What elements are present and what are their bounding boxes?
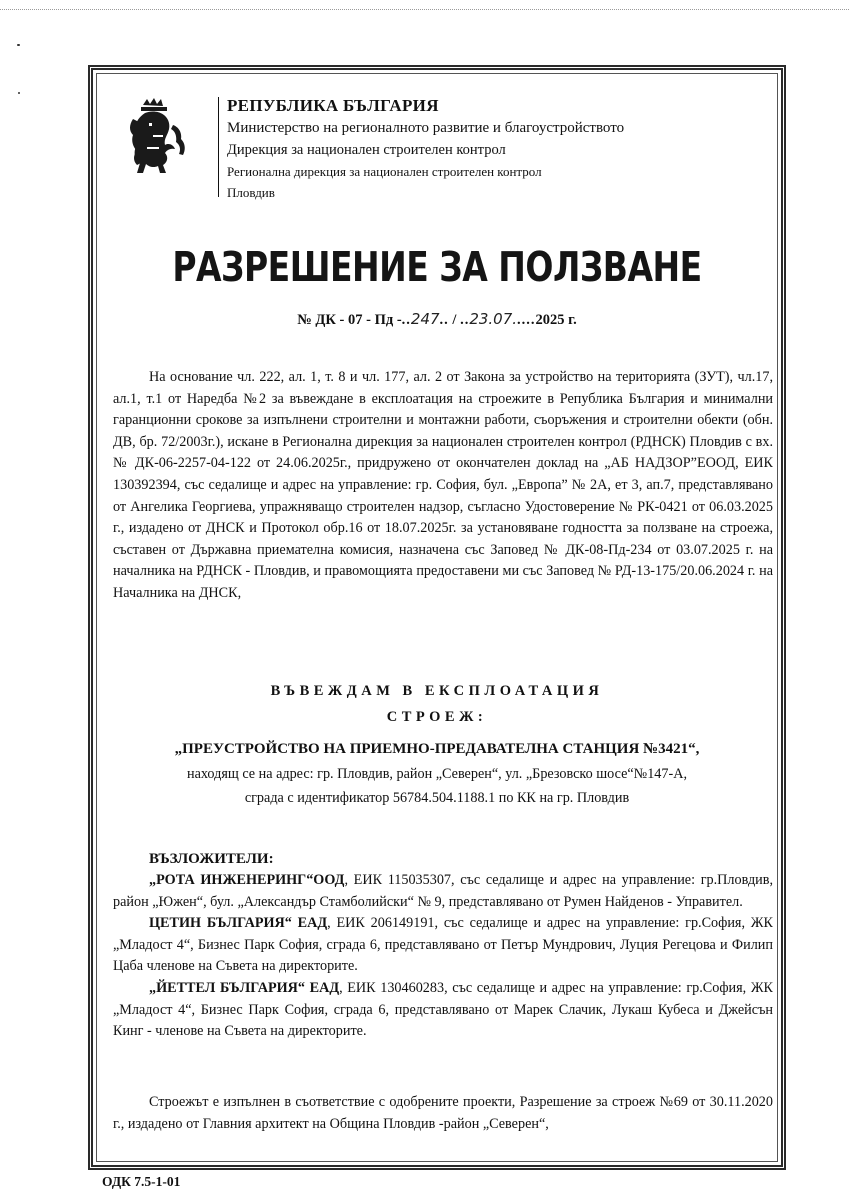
address-line-2: сграда с идентификатор 56784.504.1188.1 по КК на гр. Пловдив (244, 790, 630, 806)
letterhead-text (227, 95, 624, 203)
directorate-name: Дирекция за национален строителен контрол (227, 142, 506, 158)
assignor-item (113, 913, 773, 978)
letterhead (123, 95, 763, 215)
handwritten-number: 247 (410, 310, 440, 328)
assignor-name: „ЙЕТТЕЛ БЪЛГАРИЯ“ ЕАД (149, 979, 340, 996)
assignor-item (113, 870, 773, 913)
assignor-name: ЦЕТИН БЪЛГАРИЯ“ ЕАД (149, 915, 328, 932)
document-number: № ДК - 07 - Пд -..247.. / ..23.07.....2025 г. (297, 310, 577, 328)
form-code: ОДК 7.5-1-01 (102, 1174, 181, 1189)
letterhead-divider (218, 97, 219, 197)
assignor-details: , ЕИК 115035307, със седалище и адрес на управление: гр.Пловдив, район „Южен“, бул. „Александър Стамболийски“ № 9, представлявано от Румен Найденов - Управител. (113, 872, 773, 910)
doc-number-suffix: 2025 г. (535, 312, 577, 328)
doc-number-separator: / (448, 312, 461, 328)
assignor-name: „РОТА ИНЖЕНЕРИНГ“ООД (149, 872, 345, 888)
assignors-list (113, 870, 773, 1043)
closing-paragraph-block (113, 1092, 773, 1135)
ministry-name: Министерство на регионалното развитие и благоустройството (227, 120, 625, 136)
assignor-details: , ЕИК 130460283, със седалище и адрес на управление: гр.София, ЖК „Младост 4“, Бизнес Парк София, сграда 6, представлявано от Марек Слачик, Лукаш Кубеса и Джейсън Кинг - членове на Съвета на директорите. (113, 979, 773, 1040)
construction-name: „ПРЕУСТРОЙСТВО НА ПРИЕМНО-ПРЕДАВАТЕЛНА СТАНЦИЯ №3421“, (174, 741, 700, 757)
country-name: РЕПУБЛИКА БЪЛГАРИЯ (227, 96, 439, 115)
city-name: Пловдив (227, 185, 275, 200)
closing-paragraph: Строежът е изпълнен в съответствие с одобрените проекти, Разрешение за строеж №69 от 30.11.2020 г., издадено от Главния архитект на Община Пловдив -район „Северен“, (113, 1094, 773, 1132)
assignor-details: , ЕИК 206149191, със седалище и адрес на управление: гр.София, ЖК „Младост 4“, Бизнес Парк София, сграда 6, представлявано от Петър Мундрович, Луция Регецова и Филип Цаба членове на Съвета на директорите. (113, 915, 773, 975)
handwritten-date: 23.07. (469, 310, 518, 328)
basis-paragraph-block (113, 367, 773, 605)
document-title: РАЗРЕШЕНИЕ ЗА ПОЛЗВАНЕ (172, 242, 702, 291)
construction-heading: СТРОЕЖ: (386, 709, 488, 725)
commission-heading: ВЪВЕЖДАМ В ЕКСПЛОАТАЦИЯ (270, 683, 604, 699)
document-frame (88, 65, 786, 1170)
basis-paragraph: На основание чл. 222, ал. 1, т. 8 и чл. 177, ал. 2 от Закона за устройство на територията (ЗУТ), чл.17, ал.1, т.1 от Наредба №2 за въвеждане в експлоатация на строежите в Република България и минимални гаранционни срокове за изпълнени строителни и монтажни работи, съоръжения и строителни обекти (обн. ДВ, бр. 72/2003г.), искане в Регионална дирекция за национален строителен контрол (РДНСК) Пловдив с вх.№ ДК-06-2257-04-122 от 24.06.2025г., придружено от окончателен доклад на „АБ НАДЗОР”ЕООД, ЕИК 130392394, със седалище и адрес на управление: гр. София, бул. „Европа” № 2А, ет 3, ап.7, представлявано от Ангелика Георгиева, упражняващо строителен надзор, съгласно Удостоверение № РК-0421 от 06.03.2025 г., издадено от ДНСК и Протокол обр.16 от 18.07.2025г. за установяване годността за ползване на строежа, съставен от Държавна приемателна комисия, назначена със Заповед № ДК-08-Пд-234 от 03.07.2025 г. на началника на РДНСК - Пловдив, и правомощията предоставени ми със Заповед № РД-13-175/20.06.2024 г. на Началника на ДНСК, (113, 369, 773, 601)
doc-number-prefix: № ДК - 07 - Пд - (297, 312, 402, 328)
address-line-1: находящ се на адрес: гр. Пловдив, район „Северен“, ул. „Брезовско шосе“№147-А, (186, 766, 687, 782)
assignors-title: ВЪЗЛОЖИТЕЛИ: (149, 851, 274, 867)
scan-speck (17, 44, 20, 46)
assignor-item (113, 978, 773, 1043)
scan-top-edge (0, 9, 849, 10)
coat-of-arms-icon (123, 97, 195, 185)
regional-directorate-name: Регионална дирекция за национален строителен контрол (227, 164, 542, 179)
scan-speck (18, 92, 20, 94)
